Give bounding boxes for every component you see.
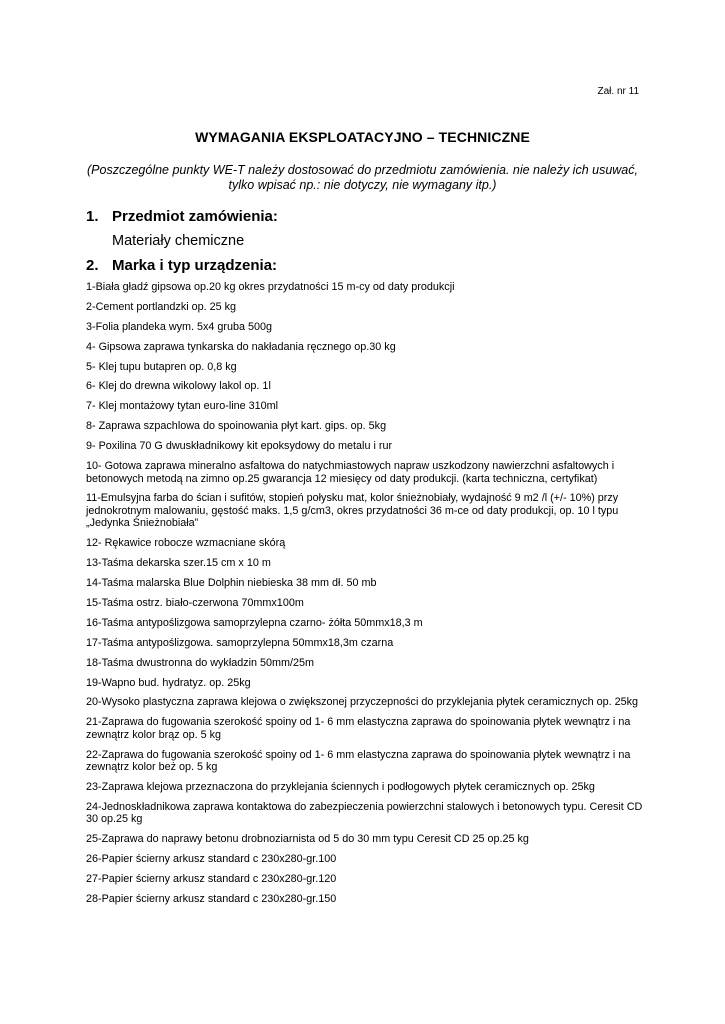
section-title: Przedmiot zamówienia: (112, 208, 278, 225)
document-instructions: (Poszczególne punkty WE-T należy dostosować do przedmiotu zamówienia. nie należy ich usuwać, tylko wpisać np.: nie dotyczy, nie wymagany itp.) (87, 163, 638, 192)
section-title: Marka i typ urządzenia: (112, 257, 278, 274)
list-item: 27-Papier ścierny arkusz standard c 230x280-gr.120 (86, 873, 337, 886)
list-item: 13-Taśma dekarska szer.15 cm x 10 m (86, 557, 271, 570)
section-heading-brand (86, 257, 277, 274)
list-item: 22-Zaprawa do fugowania szerokość spoiny od 1- 6 mm elastyczna zaprawa do spoinowania płytek wewnątrz i na zewnątrz kolor beż op. 5 kg (86, 748, 631, 774)
list-item: 6- Klej do drewna wikolowy lakol op. 1l (86, 380, 271, 393)
list-item: 15-Taśma ostrz. biało-czerwona 70mmx100m (86, 596, 304, 609)
subject-value: Materiały chemiczne (112, 233, 245, 249)
section-number: 1. (86, 208, 99, 225)
items-list (86, 281, 646, 913)
section-number: 2. (86, 257, 99, 274)
list-item: 4- Gipsowa zaprawa tynkarska do nakładania ręcznego op.30 kg (86, 340, 396, 353)
list-item: 12- Rękawice robocze wzmacniane skórą (86, 537, 286, 550)
list-item: 11-Emulsyjna farba do ścian i sufitów, stopień połysku mat, kolor śnieżnobiały, wydajność 9 m2 /l (+/- 10%) przy jednokrotnym malowaniu, gęstość maks. 1,5 g/cm3, okres przydatności 36 m-ce od daty produkcji, op. 10 l typu „Jedynka Śnieżnobiała” (86, 492, 619, 530)
list-item: 21-Zaprawa do fugowania szerokość spoiny od 1- 6 mm elastyczna zaprawa do spoinowania płytek wewnątrz i na zewnątrz kolor brąz op. 5 kg (86, 716, 631, 741)
list-item: 20-Wysoko plastyczna zaprawa klejowa o zwiększonej przyczepności do przyklejania płytek ceramicznych op. 25kg (86, 696, 638, 709)
list-item: 14-Taśma malarska Blue Dolphin niebieska 38 mm dł. 50 mb (86, 577, 377, 590)
list-item: 24-Jednoskładnikowa zaprawa kontaktowa do zabezpieczenia powierzchni stalowych i betonowych typu. Ceresit CD 30 op.25 kg (86, 800, 643, 826)
list-item: 10- Gotowa zaprawa mineralno asfaltowa do natychmiastowych napraw uszkodzony nawierzchni asfaltowych i betonowych metodą na zimno op.25 gwarancja 12 miesięcy od daty produkcji. (karta techniczna, certyfikat) (86, 460, 615, 485)
list-item: 25-Zaprawa do naprawy betonu drobnoziarnista od 5 do 30 mm typu Ceresit CD 25 op.25 kg (86, 833, 529, 846)
list-item: 9- Poxilina 70 G dwuskładnikowy kit epoksydowy do metalu i rur (86, 440, 393, 453)
document-title: WYMAGANIA EKSPLOATACYJNO – TECHNICZNE (195, 129, 530, 145)
list-item: 23-Zaprawa klejowa przeznaczona do przyklejania ściennych i podłogowych płytek ceramicznych op. 25kg (86, 781, 595, 794)
list-item: 3-Folia plandeka wym. 5x4 gruba 500g (86, 320, 273, 333)
list-item: 2-Cement portlandzki op. 25 kg (86, 300, 237, 313)
section-heading-subject (86, 208, 278, 225)
list-item: 16-Taśma antypoślizgowa samoprzylepna czarno- żółta 50mmx18,3 m (86, 616, 423, 629)
attachment-number: Zał. nr 11 (597, 86, 639, 97)
list-item: 5- Klej tupu butapren op. 0,8 kg (86, 360, 237, 373)
list-item: 19-Wapno bud. hydratyz. op. 25kg (86, 676, 251, 689)
list-item: 28-Papier ścierny arkusz standard c 230x280-gr.150 (86, 893, 337, 906)
list-item: 7- Klej montażowy tytan euro-line 310ml (86, 400, 279, 413)
list-item: 1-Biała gładź gipsowa op.20 kg okres przydatności 15 m-cy od daty produkcji (86, 281, 455, 293)
list-item: 18-Taśma dwustronna do wykładzin 50mm/25m (86, 656, 315, 669)
list-item: 17-Taśma antypoślizgowa. samoprzylepna 50mmx18,3m czarna (86, 636, 394, 649)
list-item: 8- Zaprawa szpachlowa do spoinowania płyt kart. gips. op. 5kg (86, 420, 387, 433)
list-item: 26-Papier ścierny arkusz standard c 230x280-gr.100 (86, 853, 337, 866)
